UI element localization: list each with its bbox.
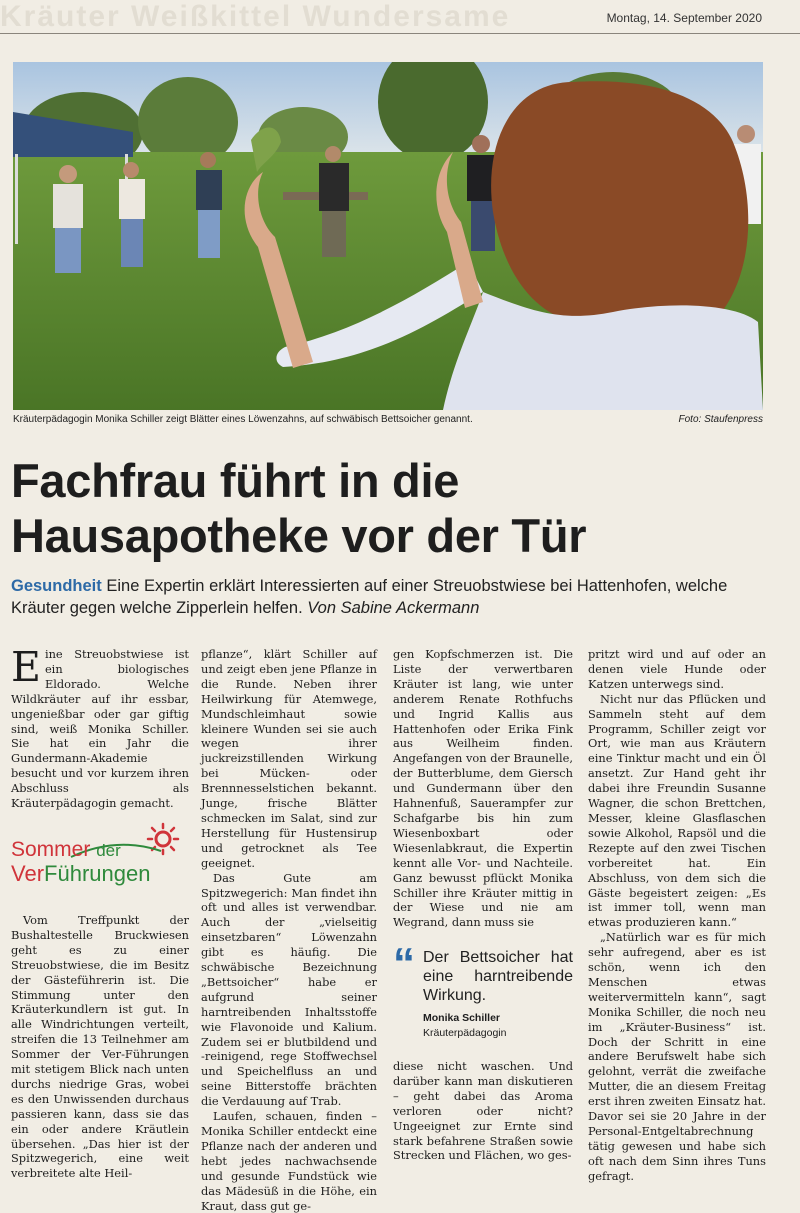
- column-2-paragraph-1: pflanze“, klärt Schiller auf und zeigt eben jene Pflanze in die Runde. Neben ihrer Heilwirkung für Atemwege, Mundschleimhaut sowie kleinere Wunden sei sie auch wegen ihrer juckreizstillenden Wirkung bei Mücken- oder Brennnesselstichen bekannt. Junge, frische Blätter schmecken im Salat, sind zur Herstellung für Hustensirup und getrocknet als Tee geeignet.: [201, 647, 377, 870]
- quote-icon: “: [393, 939, 415, 989]
- photo-caption: [13, 414, 763, 425]
- photo-credit: Foto: Staufenpress: [678, 414, 763, 425]
- drop-cap: E: [11, 643, 41, 691]
- logo-word-fuehrungen: Führungen: [44, 860, 151, 886]
- teaser-kicker: Gesundheit: [11, 577, 102, 595]
- quote-author: Monika Schiller: [423, 1012, 501, 1025]
- article-photo: [13, 62, 763, 410]
- article-teaser: [11, 575, 771, 619]
- column-4-paragraph-1: pritzt wird und auf oder an denen viele Hunde oder Katzen unterwegs sind.: [588, 647, 766, 691]
- quote-author-role: Kräuterpädagogin: [423, 1027, 507, 1040]
- caption-text: Kräuterpädagogin Monika Schiller zeigt Blätter eines Löwenzahns, auf schwäbisch Bettsoicher genannt.: [13, 414, 473, 425]
- issue-date: Montag, 14. September 2020: [606, 11, 762, 25]
- column-4-paragraph-2: Nicht nur das Pflücken und Sammeln steht auf dem Programm, Schiller zeigt vor Ort, wie man aus Kräutern eine Tinktur macht und ein Öl ansetzt. Zur Hand geht ihr dabei ihre Freundin Susanne Wagner, die schon Brettchen, Messer, kleine Glasflaschen sowie Alkohol, Rapsöl und die Rezepte auf den zwei Tischen vorbereitet hat. Ein Abschluss, von dem sich die Gäste begeistert zeigen: „Es ist immer toll, wenn man etwas produzieren kann.“: [588, 691, 766, 930]
- column-1-paragraph-1: [11, 643, 189, 811]
- logo-word-ver: Ver: [11, 860, 45, 886]
- column-2-paragraph-3: Laufen, schauen, finden – Monika Schiller entdeckt eine Pflanze nach der anderen und hebt jedes nachwachsende und gesunde Fundstück wie das Mädesüß in die Höhe, ein Kraut, dass gut ge-: [201, 1109, 377, 1213]
- column-3-paragraph-2: diese nicht waschen. Und darüber kann man diskutieren – geht dabei das Aroma verloren oder nicht? Ungeeignet zur Ernte sind stark befahrene Straßen sowie Strecken und Flächen, wo ges-: [393, 1059, 573, 1163]
- paragraph-text: ine Streuobstwiese ist ein biologisches Eldorado. Welche Wildkräuter auf ihr essbar, ungenießbar oder gar giftig sind, weiß Monika Schiller. Sie hat ein Jahr die Gundermann-Akademie besucht und vor kurzem ihren Abschluss als Kräuterpädagogin gemacht.: [11, 647, 189, 811]
- logo-word-der: der: [96, 840, 121, 860]
- bleed-through-text: Kräuter Weißkittel Wundersame: [0, 0, 511, 33]
- sommer-der-verfuehrungen-logo: [11, 821, 189, 899]
- column-1: [11, 643, 189, 1181]
- column-4-paragraph-3: „Natürlich war es für mich sehr aufregend, aber es ist schön, wenn ich den Menschen etwas weitervermitteln kann“, sagt Monika Schiller, die noch neu im „Kräuter-Business“ ist. Doch der Schritt in eine andere Berufswelt habe sich gelohnt, verrät die zweifache Mutter, die an diesem Freitag erst ihren zweiten Einsatz hat. Davor sei sie 20 Jahre in der Personal-Entgeltabrechnung tätig gewesen und habe sich oft nach dem Sinn ihres Tuns gefragt.: [588, 930, 766, 1183]
- column-3-paragraph-1: gen Kopfschmerzen ist. Die Liste der verwertbaren Kräuter ist lang, wie unter anderem Renate Rothfuchs und Ingrid Kallis aus Hattenhofen oder Erika Fink aus Weilheim finden. Angefangen von der Braunelle, der Butterblume, dem Giersch und Gundermann über den Hahnenfuß, Sauerampfer zur Schafgarbe bis hin zum Wiesenboxbart oder Wiesenlabkraut, die Expertin kennt alle Vor- und Nachteile. Ganz bewusst pflückt Monika Schiller ihre Kräuter mittig in der Wiese und nie am Wegrand, dann muss sie: [393, 647, 573, 930]
- column-2: [201, 647, 377, 1213]
- logo-line-1: [11, 837, 121, 861]
- quote-text: Der Bettsoicher hat eine harntreibende Wirkung.: [423, 949, 573, 1005]
- headline-line-2: Hausapotheke vor der Tür: [11, 509, 587, 562]
- pull-quote: [393, 939, 573, 1041]
- logo-word-sommer: Sommer: [11, 837, 97, 861]
- column-2-paragraph-2: Das Gute am Spitzwegerich: Man findet ihn oft und alles ist verwendbar. Auch der „vielseitig einsetzbaren“ Löwenzahn gibt es häufig. Die schwäbische Bezeichnung „Bettsoicher“ habe er aufgrund seiner harntreibenden Inhaltsstoffe wie Flavonoide und Kalium. Zudem sei er blutbildend und -reinigend, rege Stoffwechsel und Speichelfluss an und seine Bitterstoffe brächten die Verdauung auf Trab.: [201, 870, 377, 1109]
- header-rule: [0, 33, 800, 34]
- column-4: [588, 647, 766, 1184]
- teaser-author: Von Sabine Ackermann: [307, 599, 480, 617]
- column-1-paragraph-2: Vom Treffpunkt der Bushaltestelle Bruckwiesen geht es zu einer Streuobstwiese, die im Besitz der Gästeführerin ist. Die Stimmung unter den Kräuterkundlern ist gut. In alle Windrichtungen verteilt, streifen die 13 Teilnehmer am Sommer der Ver-Führungen mit stetigem Blick nach unten durchs niedrige Gras, wobei es den Unwissenden durchaus passieren kann, dass sie das ein oder andere Kräutlein übersehen. „Das hier ist der Spitzwegerich, eine weit verbreitete alte Heil-: [11, 912, 189, 1181]
- article-headline: [11, 453, 771, 563]
- headline-line-1: Fachfrau führt in die: [11, 454, 460, 507]
- logo-line-2: [11, 860, 151, 886]
- teaser-text: Eine Expertin erklärt Interessierten auf einer Streuobstwiese bei Hattenhofen, welche Kräuter gegen welche Zipperlein helfen.: [11, 577, 728, 617]
- photo-illustration: [13, 62, 763, 410]
- column-3: [393, 647, 573, 1163]
